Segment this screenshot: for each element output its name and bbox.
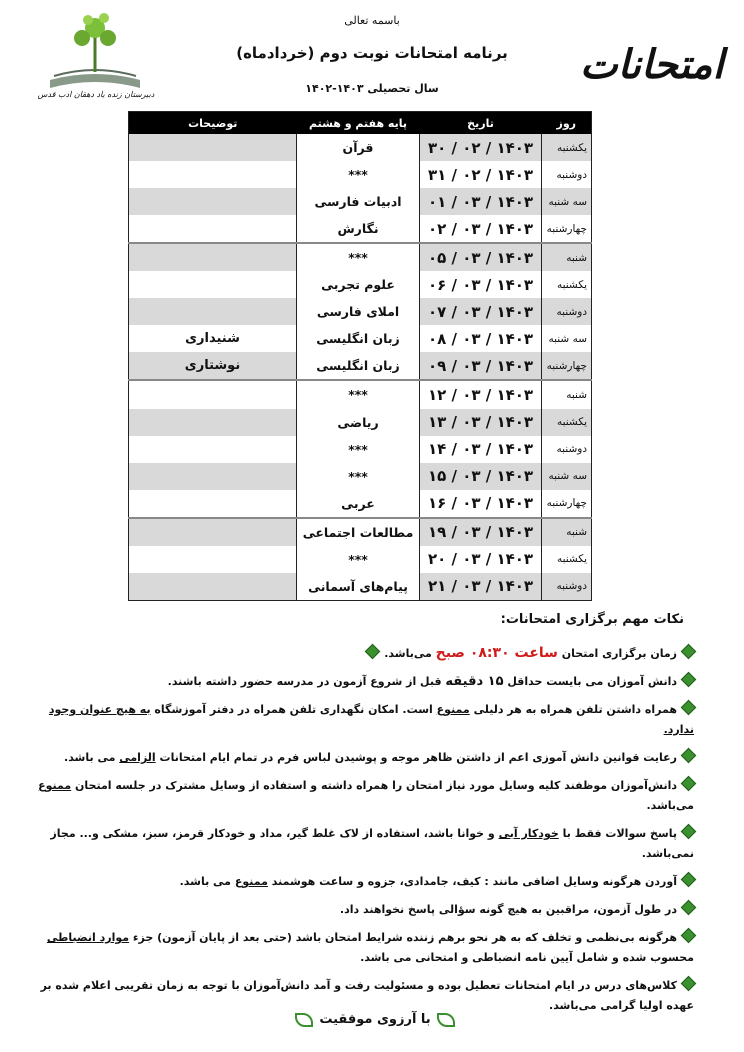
date-cell: ۱۴۰۳ / ۰۳ / ۱۳ (420, 409, 542, 436)
notes-list (34, 643, 694, 1024)
table-row (129, 271, 592, 298)
date-cell: ۱۴۰۳ / ۰۳ / ۱۹ (420, 518, 542, 546)
date-cell: ۱۴۰۳ / ۰۳ / ۰۵ (420, 243, 542, 271)
note-cell (129, 463, 297, 490)
note-cell (129, 215, 297, 243)
note-extra-items: آوردن هرگونه وسایل اضافی مانند : کیف، جامدادی، جزوه و ساعت هوشمند ممنوع می باشد. (34, 872, 694, 892)
brand-calligraphy (580, 30, 724, 100)
brand-text: امتحانات (580, 41, 724, 88)
date-cell: ۱۴۰۳ / ۰۳ / ۰۱ (420, 188, 542, 215)
table-row (129, 134, 592, 161)
note-dress-code: رعایت قوانین دانش آموزی اعم از داشتن ظاهر موجه و پوشیدن لباس فرم در تمام ایام امتحانات الزامی می باشد. (34, 748, 694, 768)
table-row (129, 380, 592, 408)
table-row (129, 325, 592, 352)
note-discipline: هرگونه بی‌نظمی و تخلف که به هر نحو برهم زننده شرایط امتحان باشد (حتی بعد از پایان آزمون) جزء موارد انضباطی محسوب شده و شامل آیین نامه انضباطی و امتحانی می باشد. (34, 928, 694, 968)
diamond-bullet-icon (681, 748, 697, 764)
date-cell: ۱۴۰۳ / ۰۳ / ۱۶ (420, 490, 542, 518)
subject-cell: مطالعات اجتماعی (297, 518, 420, 546)
table-row (129, 546, 592, 573)
table-row (129, 436, 592, 463)
diamond-bullet-icon (681, 644, 697, 660)
header-day: روز (542, 112, 592, 135)
leaf-icon (295, 1013, 313, 1027)
subject-cell: نگارش (297, 215, 420, 243)
note-cell (129, 490, 297, 518)
subject-cell: زبان انگلیسی (297, 325, 420, 352)
note-cell (129, 573, 297, 601)
note-supplies: دانش‌آموزان موظفند کلیه وسایل مورد نیاز امتحان را همراه داشته و استفاده از وسایل مشترک در جلسه امتحان ممنوع می‌باشد. (34, 776, 694, 816)
bismillah-text: باسمه تعالی (344, 14, 400, 27)
diamond-bullet-icon (681, 824, 697, 840)
note-cell (129, 436, 297, 463)
subject-cell: *** (297, 546, 420, 573)
subject-cell: علوم تجربی (297, 271, 420, 298)
day-cell: شنبه (542, 380, 592, 408)
date-cell: ۱۴۰۳ / ۰۲ / ۳۰ (420, 134, 542, 161)
note-pen: پاسخ سوالات فقط با خودکار آبی و خوانا باشد، استفاده از لاک غلط گیر، مداد و خودکار قرمز، سبز، مشکی و... مجاز نمی‌باشد. (34, 824, 694, 864)
logo-caption: دبیرستان زنده یاد دهقان ادب قدس (37, 90, 155, 99)
header-date: تاریخ (420, 112, 542, 135)
note-arrival: دانش آموزان می بایست حداقل ۱۵ دقیقه قبل از شروع آزمون در مدرسه حضور داشته باشند. (34, 672, 694, 692)
table-row (129, 490, 592, 518)
day-cell: چهارشنبه (542, 490, 592, 518)
table-row (129, 298, 592, 325)
day-cell: یکشنبه (542, 271, 592, 298)
note-phone: همراه داشتن تلفن همراه به هر دلیلی ممنوع است. امکان نگهداری تلفن همراه در دفتر آموزشگاه به هیچ عنوان وجود ندارد. (34, 700, 694, 740)
day-cell: سه شنبه (542, 463, 592, 490)
subject-cell: زبان انگلیسی (297, 352, 420, 380)
page-title: برنامه امتحانات نوبت دوم (خردادماه) (236, 44, 508, 62)
note-cell: نوشتاری (129, 352, 297, 380)
date-cell: ۱۴۰۳ / ۰۳ / ۰۷ (420, 298, 542, 325)
note-no-questions: در طول آزمون، مراقبین به هیچ گونه سؤالی پاسخ نخواهند داد. (34, 900, 694, 920)
subject-cell: ریاضی (297, 409, 420, 436)
date-cell: ۱۴۰۳ / ۰۳ / ۰۲ (420, 215, 542, 243)
diamond-bullet-icon (681, 776, 697, 792)
subject-cell: *** (297, 436, 420, 463)
subject-cell: *** (297, 161, 420, 188)
farewell-text: با آرزوی موفقیت (319, 1012, 431, 1027)
date-cell: ۱۴۰۳ / ۰۳ / ۱۲ (420, 380, 542, 408)
day-cell: یکشنبه (542, 134, 592, 161)
table-row (129, 215, 592, 243)
table-row (129, 243, 592, 271)
note-classes-closed: کلاس‌های درس در ایام امتحانات تعطیل بوده و مسئولیت رفت و آمد دانش‌آموزان با توجه به زمان تقریبی اعلام شده بر عهده اولیا گرامی می‌باشد. (34, 976, 694, 1016)
table-row (129, 518, 592, 546)
table-header-row (129, 112, 592, 135)
note-cell (129, 271, 297, 298)
table-row (129, 352, 592, 380)
diamond-bullet-icon (681, 872, 697, 888)
exam-schedule-table (128, 111, 592, 601)
note-exam-time: زمان برگزاری امتحان ساعت ۰۸:۳۰ صبح می‌باشد. (34, 643, 694, 664)
date-cell: ۱۴۰۳ / ۰۳ / ۱۵ (420, 463, 542, 490)
subject-cell: قرآن (297, 134, 420, 161)
diamond-bullet-icon (681, 700, 697, 716)
subject-cell: عربی (297, 490, 420, 518)
note-cell (129, 546, 297, 573)
day-cell: شنبه (542, 243, 592, 271)
day-cell: یکشنبه (542, 546, 592, 573)
subject-cell: پیام‌های آسمانی (297, 573, 420, 601)
diamond-bullet-icon (681, 976, 697, 992)
table-row (129, 573, 592, 601)
diamond-bullet-icon (365, 644, 381, 660)
note-cell (129, 134, 297, 161)
date-cell: ۱۴۰۳ / ۰۳ / ۱۴ (420, 436, 542, 463)
note-cell (129, 380, 297, 408)
table-row (129, 188, 592, 215)
day-cell: یکشنبه (542, 409, 592, 436)
day-cell: چهارشنبه (542, 352, 592, 380)
notes-heading: نکات مهم برگزاری امتحانات: (500, 612, 684, 627)
day-cell: دوشنبه (542, 436, 592, 463)
subject-cell: *** (297, 380, 420, 408)
day-cell: دوشنبه (542, 573, 592, 601)
table-row (129, 463, 592, 490)
farewell-line (280, 1012, 470, 1027)
note-cell (129, 243, 297, 271)
date-cell: ۱۴۰۳ / ۰۳ / ۲۰ (420, 546, 542, 573)
note-cell (129, 188, 297, 215)
header-notes: توضیحات (129, 112, 297, 135)
diamond-bullet-icon (681, 672, 697, 688)
subject-cell: ادبیات فارسی (297, 188, 420, 215)
date-cell: ۱۴۰۳ / ۰۳ / ۰۸ (420, 325, 542, 352)
day-cell: چهارشنبه (542, 215, 592, 243)
note-cell: شنیداری (129, 325, 297, 352)
subject-cell: *** (297, 243, 420, 271)
leaf-icon (437, 1013, 455, 1027)
table-row (129, 409, 592, 436)
date-cell: ۱۴۰۳ / ۰۲ / ۳۱ (420, 161, 542, 188)
note-cell (129, 298, 297, 325)
day-cell: شنبه (542, 518, 592, 546)
date-cell: ۱۴۰۳ / ۰۳ / ۰۹ (420, 352, 542, 380)
day-cell: سه شنبه (542, 325, 592, 352)
book-tree-icon (40, 10, 150, 100)
date-cell: ۱۴۰۳ / ۰۳ / ۲۱ (420, 573, 542, 601)
day-cell: دوشنبه (542, 298, 592, 325)
header-subject: پایه هفتم و هشتم (297, 112, 420, 135)
subject-cell: املای فارسی (297, 298, 420, 325)
note-cell (129, 518, 297, 546)
subject-cell: *** (297, 463, 420, 490)
academic-year: سال تحصیلی ۱۴۰۳-۱۴۰۲ (305, 82, 439, 95)
table-body (129, 134, 592, 601)
day-cell: دوشنبه (542, 161, 592, 188)
exam-time-value: ساعت ۰۸:۳۰ صبح (435, 645, 558, 661)
diamond-bullet-icon (681, 928, 697, 944)
day-cell: سه شنبه (542, 188, 592, 215)
date-cell: ۱۴۰۳ / ۰۳ / ۰۶ (420, 271, 542, 298)
table-row (129, 161, 592, 188)
diamond-bullet-icon (681, 900, 697, 916)
note-cell (129, 409, 297, 436)
note-cell (129, 161, 297, 188)
